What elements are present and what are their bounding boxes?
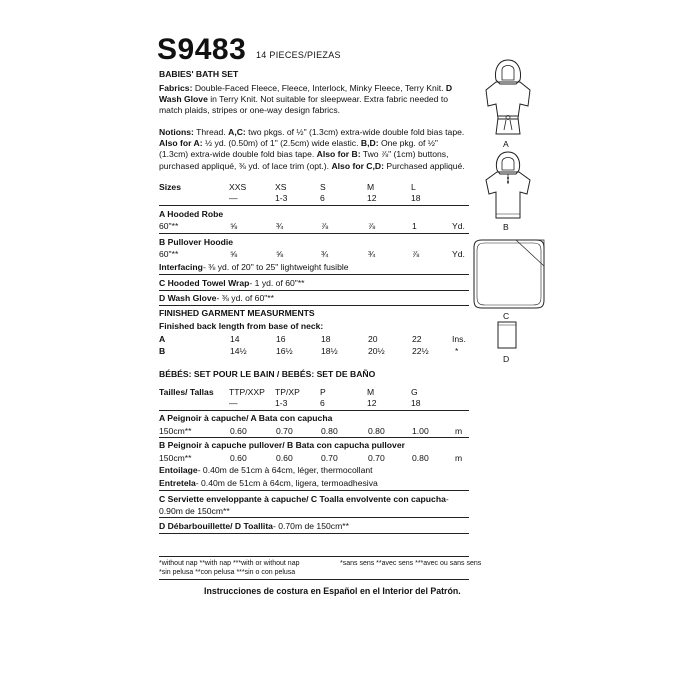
view-a-letter: A xyxy=(503,139,509,149)
size-letter: L xyxy=(411,182,416,192)
size-number: 12 xyxy=(367,398,377,408)
footnote-french: *sans sens **avec sens ***avec ou sans sens xyxy=(340,560,482,567)
spanish-d-text: - 0.70m de 150cm** xyxy=(272,521,349,531)
view-a-robe-illustration xyxy=(478,56,538,138)
size-letter: TP/XP xyxy=(275,387,300,397)
yardage-value: ¾ xyxy=(321,249,329,259)
metric-value: 0.70 xyxy=(321,453,338,463)
entretela-label: Entretela xyxy=(159,478,196,488)
view-c-line xyxy=(159,278,305,288)
fabrics-text: Double-Faced Fleece, Fleece, Interlock, Minky Fleece, Terry Knit. xyxy=(192,83,446,93)
finished-row-label: A xyxy=(159,334,166,344)
size-letter: XXS xyxy=(229,182,247,192)
metric-value: 0.70 xyxy=(276,426,293,436)
finished-value: 16½ xyxy=(276,346,293,356)
finished-value: 20½ xyxy=(368,346,385,356)
interfacing-label: Interfacing xyxy=(159,262,203,272)
spanish-c-label: C Serviette enveloppante à capuche/ C Toalla envolvente con capucha xyxy=(159,494,446,504)
pattern-title: BABIES' BATH SET xyxy=(159,69,239,79)
sizes-label: Sizes xyxy=(159,182,181,192)
yardage-value: ⅝ xyxy=(230,221,238,231)
yardage-value: ⅞ xyxy=(321,221,329,231)
view-d-line xyxy=(159,293,274,303)
view-a-width: 60"** xyxy=(159,221,179,231)
spanish-instructions-note: Instrucciones de costura en Español en el Interior del Patrón. xyxy=(204,586,461,596)
notions-text-1: Thread. xyxy=(193,127,229,137)
view-c-text: - 1 yd. of 60"** xyxy=(249,278,305,288)
size-number: 1-3 xyxy=(275,398,288,408)
notions-bd-label: B,D: xyxy=(360,138,379,149)
view-b-label: B Pullover Hoodie xyxy=(159,237,234,247)
size-letter: M xyxy=(367,387,375,397)
size-number: 1-3 xyxy=(275,193,288,203)
divider xyxy=(159,490,469,491)
finished-value: 18½ xyxy=(321,346,338,356)
yardage-value: ⅞ xyxy=(412,249,420,259)
finished-unit: Ins. xyxy=(452,334,466,344)
size-number: — xyxy=(229,398,238,408)
metric-value: 0.60 xyxy=(230,453,247,463)
size-number: 6 xyxy=(320,398,325,408)
size-letter: TTP/XXP xyxy=(229,387,265,397)
size-number: 6 xyxy=(320,193,325,203)
view-b-width: 60"** xyxy=(159,249,179,259)
footnote-spanish: *sin pelusa **con pelusa ***sin o con pelusa xyxy=(159,569,296,576)
finished-title: FINISHED GARMENT MEASURMENTS xyxy=(159,308,315,318)
interfacing-line xyxy=(159,262,349,272)
size-number: — xyxy=(229,193,238,203)
divider xyxy=(159,410,469,411)
notions-text-5: Two ⅞" (1cm) buttons, purchased appliqué, ⅜ yd. of lace trim (opt.). xyxy=(159,149,449,171)
notions-text-2: two pkgs. of ½" (1.3cm) extra-wide double fold bias tape. xyxy=(245,127,465,137)
view-c-label: C Hooded Towel Wrap xyxy=(159,278,250,288)
footnote-english: *without nap **with nap ***with or without nap xyxy=(159,560,300,567)
spanish-b-width: 150cm** xyxy=(159,453,192,463)
divider xyxy=(159,517,469,518)
divider xyxy=(159,233,469,234)
fabrics-paragraph xyxy=(159,83,469,117)
view-d-letter: D xyxy=(503,354,510,364)
divider xyxy=(159,205,469,206)
yardage-unit: Yd. xyxy=(452,221,465,231)
yardage-value: ¾ xyxy=(276,221,284,231)
entoilage-text: - 0.40m de 51cm à 64cm, léger, thermocollant xyxy=(197,465,373,475)
spanish-a-width: 150cm** xyxy=(159,426,192,436)
size-letter: XS xyxy=(275,182,287,192)
size-number: 12 xyxy=(367,193,377,203)
yardage-value: ⅞ xyxy=(368,221,376,231)
finished-value: 14 xyxy=(230,334,240,344)
fabrics-label: Fabrics: xyxy=(159,83,193,93)
spanish-d-label: D Débarbouillette/ D Toallita xyxy=(159,521,273,531)
metric-value: 0.80 xyxy=(368,426,385,436)
fabrics-d-label: D Wash Glove xyxy=(159,83,453,105)
metric-unit: m xyxy=(455,453,463,463)
spanish-c-line xyxy=(159,494,449,504)
divider xyxy=(159,290,469,291)
metric-value: 0.80 xyxy=(321,426,338,436)
finished-unit: * xyxy=(455,346,459,356)
view-c-letter: C xyxy=(503,311,510,321)
finished-value: 14½ xyxy=(230,346,247,356)
notions-text-4: One pkg. of ½" (1.3cm) extra-wide double fold bias tape. xyxy=(159,138,438,160)
metric-value: 0.60 xyxy=(276,453,293,463)
size-number: 18 xyxy=(411,398,421,408)
view-d-label: D Wash Glove xyxy=(159,293,217,303)
spanish-title: BÉBÉS: SET POUR LE BAIN / BEBÉS: SET DE BAÑO xyxy=(159,369,376,379)
finished-value: 22½ xyxy=(412,346,429,356)
finished-value: 18 xyxy=(321,334,331,344)
divider xyxy=(159,305,469,306)
size-letter: S xyxy=(320,182,326,192)
metric-value: 0.60 xyxy=(230,426,247,436)
interfacing-text: - ⅜ yd. of 20" to 25" lightweight fusible xyxy=(202,262,349,272)
spanish-sizes-label: Tailles/ Tallas xyxy=(159,387,214,397)
yardage-value: 1 xyxy=(412,221,417,231)
finished-row-label: B xyxy=(159,346,166,356)
notions-ac-label: A,C: xyxy=(228,127,246,137)
notions-label: Notions: xyxy=(159,127,194,137)
spanish-a-label: A Peignoir à capuche/ A Bata con capucha xyxy=(159,413,333,423)
yardage-value: ¾ xyxy=(368,249,376,259)
divider xyxy=(159,533,469,534)
entoilage-line xyxy=(159,465,373,475)
yardage-value: ⅝ xyxy=(276,249,284,259)
notions-paragraph xyxy=(159,127,469,172)
view-d-text: - ⅜ yd. of 60"** xyxy=(216,293,274,303)
entretela-line xyxy=(159,478,378,488)
yardage-unit: Yd. xyxy=(452,249,465,259)
metric-unit: m xyxy=(455,426,463,436)
pattern-number: S9483 xyxy=(157,33,247,66)
spanish-c-text-2: 0.90m de 150cm** xyxy=(159,506,230,516)
spanish-c-text: - xyxy=(445,494,449,504)
pieces-count: 14 PIECES/PIEZAS xyxy=(256,50,341,60)
fabrics-text-2: in Terry Knit. Not suitable for sleepwear. Extra fabric needed to match plaids, stripes or one-way design fabrics. xyxy=(159,94,448,116)
notions-text-6: Purchased appliqué. xyxy=(383,160,465,171)
metric-value: 1.00 xyxy=(412,426,429,436)
divider xyxy=(159,556,469,557)
size-number: 18 xyxy=(411,193,421,203)
finished-value: 22 xyxy=(412,334,422,344)
finished-subtitle: Finished back length from base of neck: xyxy=(159,321,324,331)
view-c-towel-illustration xyxy=(470,236,548,312)
view-a-label: A Hooded Robe xyxy=(159,209,224,219)
finished-value: 20 xyxy=(368,334,378,344)
finished-value: 16 xyxy=(276,334,286,344)
spanish-d-line xyxy=(159,521,349,531)
entretela-text: - 0.40m de 51cm à 64cm, ligera, termoadhesiva xyxy=(195,478,378,488)
view-b-hoodie-illustration xyxy=(480,148,536,222)
view-b-letter: B xyxy=(503,222,509,232)
yardage-value: ⅝ xyxy=(230,249,238,259)
spanish-b-label: B Peignoir à capuche pullover/ B Bata con capucha pullover xyxy=(159,440,405,450)
notions-also-a-label: Also for A: xyxy=(159,138,203,149)
entoilage-label: Entoilage xyxy=(159,465,198,475)
view-d-glove-illustration xyxy=(496,320,518,350)
divider xyxy=(159,437,469,438)
size-letter: P xyxy=(320,387,326,397)
size-letter: G xyxy=(411,387,418,397)
notions-also-b-label: Also for B: xyxy=(316,149,361,160)
metric-value: 0.70 xyxy=(368,453,385,463)
size-letter: M xyxy=(367,182,375,192)
divider xyxy=(159,579,469,580)
metric-value: 0.80 xyxy=(412,453,429,463)
notions-also-cd-label: Also for C,D: xyxy=(331,160,384,171)
divider xyxy=(159,274,469,275)
notions-text-3: ½ yd. (0.50m) of 1" (2.5cm) wide elastic. xyxy=(202,138,361,149)
